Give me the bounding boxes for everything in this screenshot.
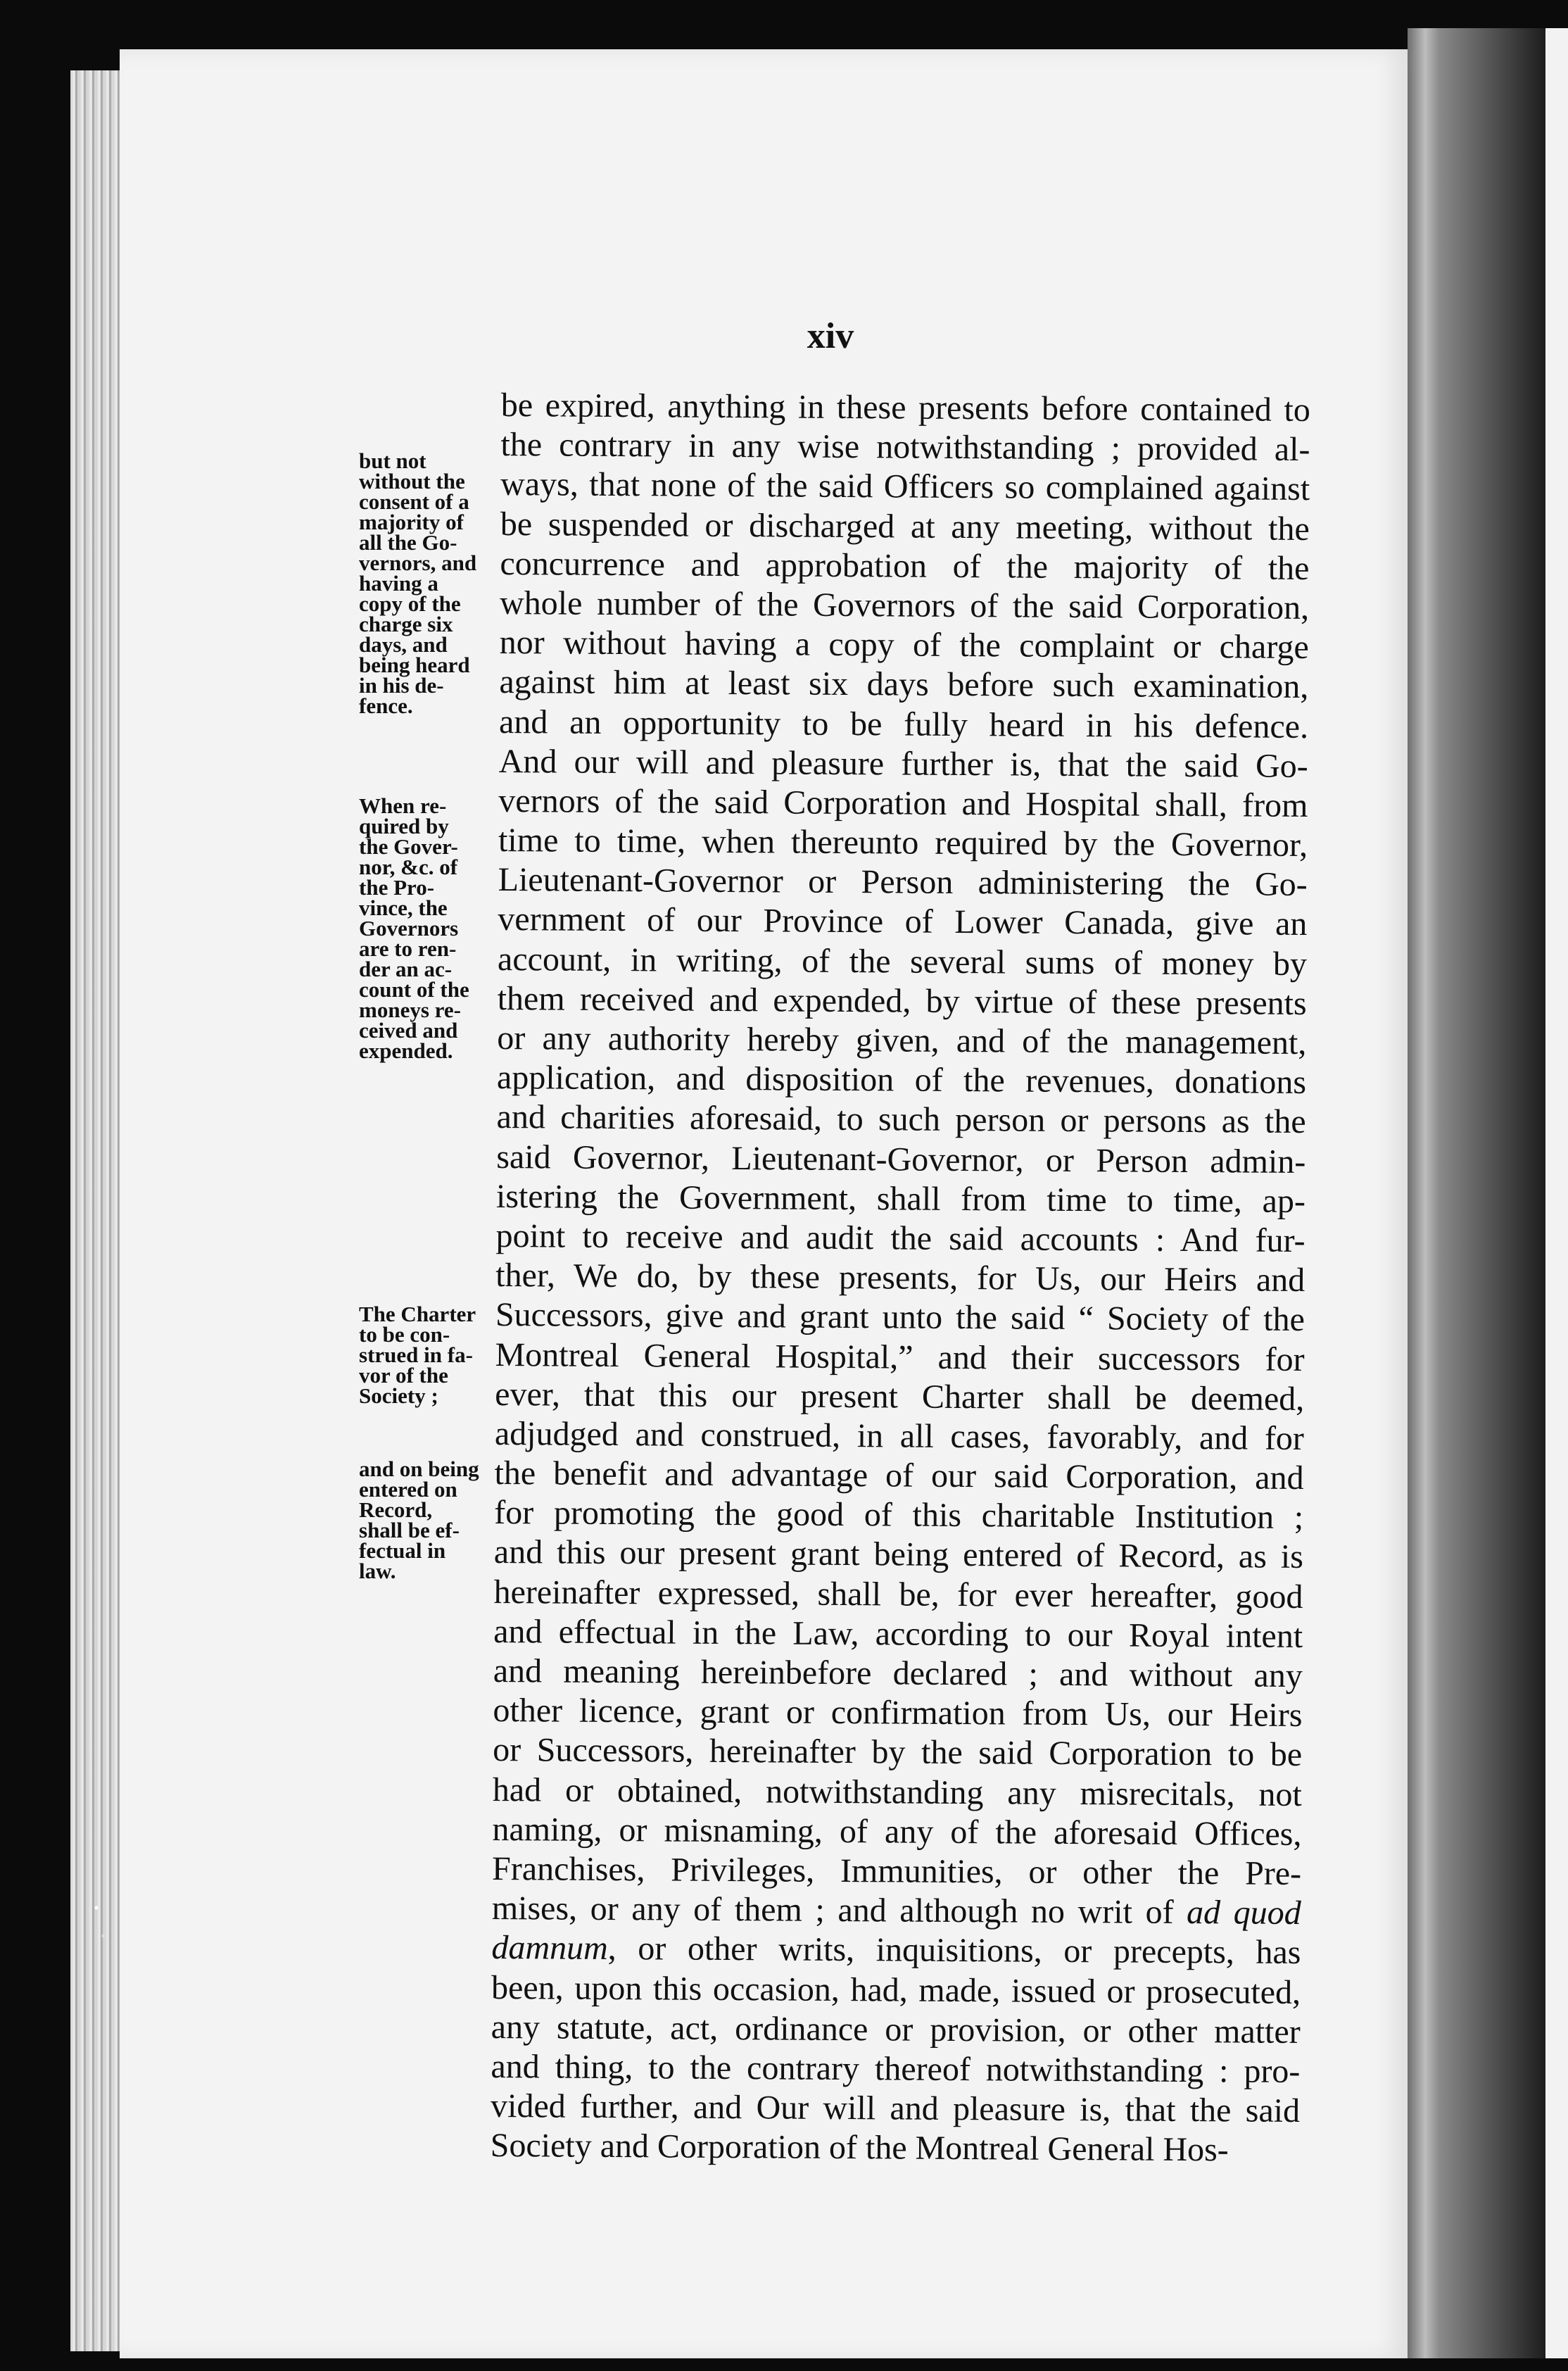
scan-border [1545, 28, 1568, 2358]
body-line: Lieutenant-Governor or Person administering the Go- [498, 861, 1308, 904]
body-line: adjudged and construed, in all cases, favorably, and for [494, 1414, 1305, 1457]
margin-note-line: quired by [359, 814, 449, 838]
margin-note-line: but not [359, 448, 426, 473]
body-line: vernors of the said Corporation and Hospital shall, from [498, 781, 1308, 824]
body-line: ever, that this our present Charter shall be deemed, [495, 1375, 1305, 1418]
body-line: and effectual in the Law, according to our Royal intent [493, 1612, 1303, 1655]
body-line: be expired, anything in these presents before contained to [500, 386, 1310, 429]
margin-note-line: without the [359, 469, 465, 493]
body-line: or any authority hereby given, and of the management, [497, 1019, 1307, 1062]
body-line: for promoting the good of this charitable Institution ; [494, 1494, 1304, 1537]
body-line: Franchises, Privileges, Immunities, or other the Pre- [491, 1849, 1302, 1892]
margin-note-line: in his de- [359, 673, 444, 698]
body-line: And our will and pleasure further is, that the said Go- [498, 742, 1308, 785]
body-line: Montreal General Hospital,” and their successors for [495, 1335, 1305, 1378]
margin-note-line: the Pro- [359, 875, 435, 900]
body-line: been, upon this occasion, had, made, issued or prosecuted, [491, 1968, 1301, 2011]
body-line: vernment of our Province of Lower Canada, give an [498, 900, 1308, 943]
body-line: damnum, or other writs, inquisitions, or precepts, has [491, 1929, 1301, 1972]
body-line: point to receive and audit the said accounts : And fur- [495, 1216, 1305, 1259]
margin-note-line: Society ; [359, 1383, 438, 1408]
body-line: the contrary in any wise notwithstanding ; provided al- [500, 426, 1310, 469]
body-line: any statute, act, ordinance or provision, or other matter [491, 2008, 1301, 2051]
body-text [491, 386, 1310, 2170]
margin-note-line: majority of [359, 510, 464, 534]
body-line: naming, or misnaming, of any of the aforesaid Offices, [492, 1810, 1302, 1853]
margin-note-line: having a [359, 571, 438, 596]
facing-page-edge [1408, 28, 1548, 2358]
body-line: and meaning hereinbefore declared ; and without any [493, 1652, 1303, 1694]
body-line: be suspended or discharged at any meeting, without the [500, 505, 1310, 548]
margin-note-line: ceived and [359, 1018, 458, 1043]
margin-note-line: shall be ef- [359, 1518, 460, 1542]
margin-note-line: expended. [359, 1038, 453, 1063]
body-line: and thing, to the contrary thereof notwithstanding : pro- [491, 2047, 1301, 2090]
margin-note-line: charge six [359, 612, 453, 636]
body-line: mises, or any of them ; and although no writ of ad quod [491, 1889, 1301, 1932]
margin-note-line: the Gover- [359, 834, 458, 859]
body-line: account, in writing, of the several sums of money by [497, 940, 1308, 983]
margin-note-line: all the Go- [359, 530, 457, 555]
body-line: istering the Government, shall from time to time, ap- [495, 1177, 1306, 1220]
body-line: against him at least six days before such examination, [499, 663, 1309, 706]
page-edges [70, 70, 127, 2351]
margin-note-line: Governors [359, 916, 459, 941]
body-line: time to time, when thereunto required by the Governor, [498, 822, 1308, 864]
margin-note-line: fectual in [359, 1538, 446, 1563]
body-line: the benefit and advantage of our said Corporation, and [494, 1454, 1304, 1497]
scan-specks [88, 1894, 116, 1950]
margin-note-line: and on being [359, 1457, 479, 1481]
margin-note-line: consent of a [359, 489, 469, 514]
body-line: had or obtained, notwithstanding any misrecitals, not [492, 1771, 1302, 1813]
margin-note-line: vince, the [359, 895, 448, 920]
body-line: and this our present grant being entered of Record, as is [493, 1533, 1304, 1576]
body-line: ways, that none of the said Officers so complained against [500, 465, 1310, 508]
body-line: application, and disposition of the revenues, donations [496, 1059, 1307, 1102]
margin-note-line: vor of the [359, 1363, 448, 1388]
margin-note-line: days, and [359, 632, 448, 657]
margin-note-line: vernors, and [359, 551, 477, 575]
body-line: ther, We do, by these presents, for Us, our Heirs and [495, 1257, 1305, 1300]
body-line: whole number of the Governors of the said Corporation, [499, 584, 1310, 627]
body-line: or Successors, hereinafter by the said Corporation to be [493, 1731, 1303, 1774]
body-line: and charities aforesaid, to such person or persons as the [496, 1098, 1306, 1141]
margin-note-line: are to ren- [359, 936, 457, 961]
margin-note-line: Record, [359, 1497, 433, 1522]
margin-note-line: moneys re- [359, 998, 461, 1022]
body-line: nor without having a copy of the complaint or charge [499, 624, 1309, 667]
margin-note-line: The Charter [359, 1302, 476, 1326]
body-line: and an opportunity to be fully heard in his defence. [498, 703, 1309, 746]
body-line: them received and expended, by virtue of these presents [497, 979, 1307, 1022]
body-line: hereinafter expressed, shall be, for ever hereafter, good [493, 1573, 1303, 1616]
page-number: xiv [807, 316, 854, 356]
body-line: vided further, and Our will and pleasure is, that the said [490, 2087, 1301, 2130]
body-line: Successors, give and grant unto the said “ Society of the [495, 1296, 1305, 1339]
body-line: said Governor, Lieutenant-Governor, or Person admin- [496, 1138, 1306, 1181]
margin-note-line: count of the [359, 977, 469, 1002]
margin-note-line: When re- [359, 793, 447, 818]
margin-note-line: strued in fa- [359, 1342, 473, 1367]
margin-note-line: nor, &c. of [359, 855, 458, 879]
margin-note-line: entered on [359, 1477, 457, 1502]
body-line: concurrence and approbation of the majority of the [500, 544, 1310, 587]
margin-note-line: copy of the [359, 591, 461, 616]
margin-note-line: der an ac- [359, 957, 453, 981]
body-line: other licence, grant or confirmation from Us, our Heirs [493, 1692, 1303, 1735]
body-line: Society and Corporation of the Montreal General Hos- [490, 2127, 1229, 2169]
margin-note-line: law. [359, 1559, 396, 1583]
margin-note-line: fence. [359, 693, 413, 718]
margin-note-line: being heard [359, 653, 470, 677]
margin-note-line: to be con- [359, 1322, 450, 1347]
